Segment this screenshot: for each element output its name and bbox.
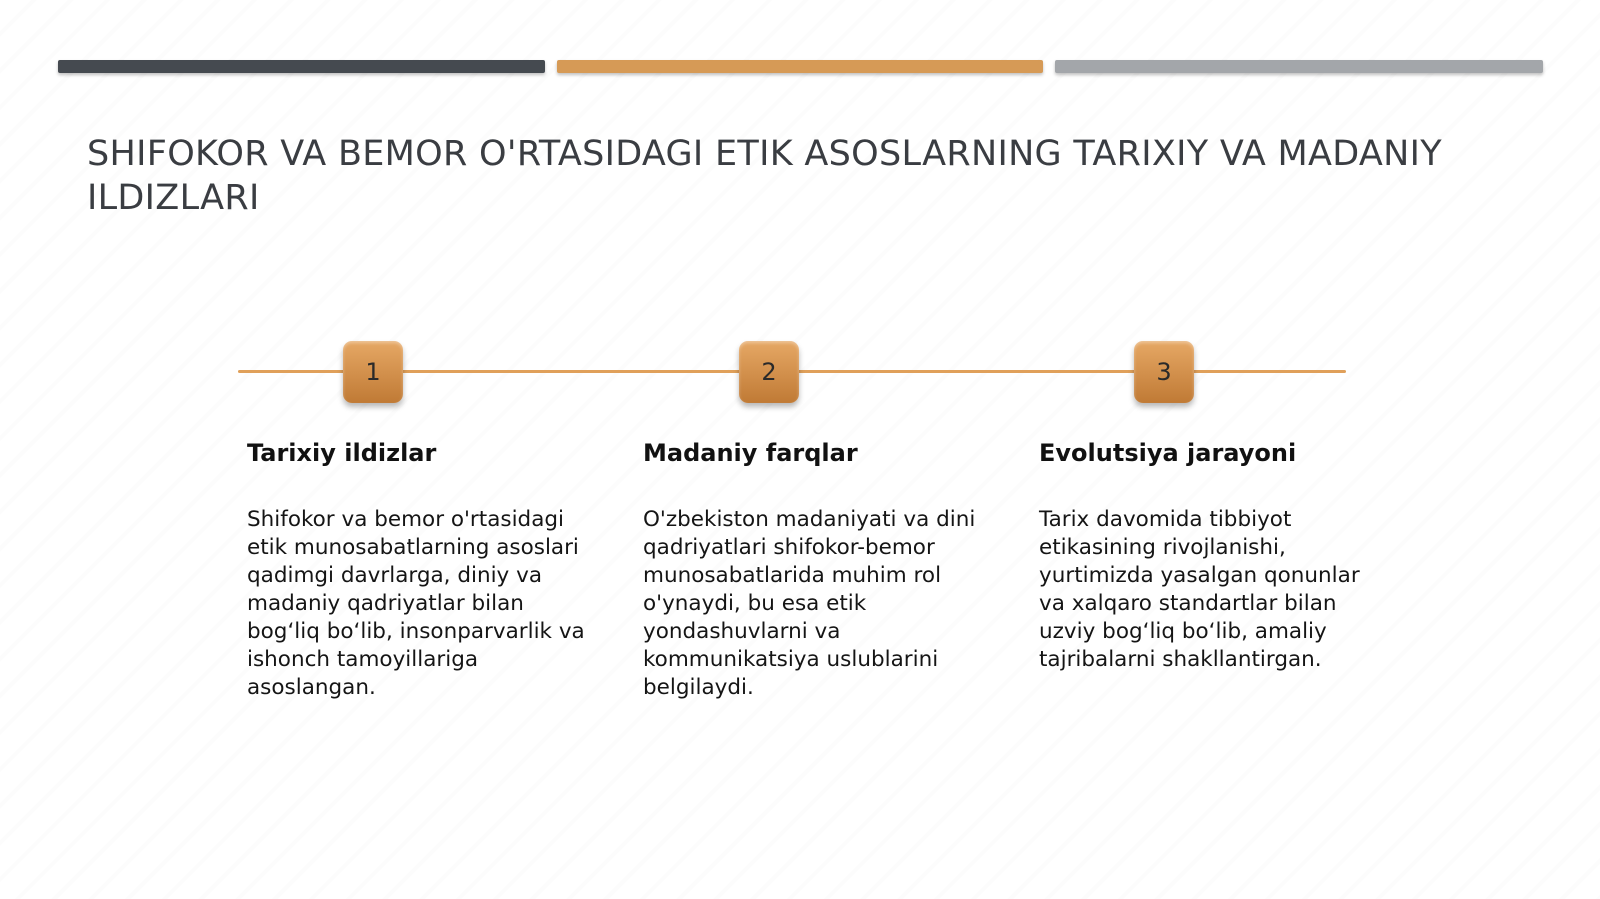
- step-description: Shifokor va bemor o'rtasidagi etik munosabatlarning asoslari qadimgi davrlarga, diniy va madaniy qadriyatlar bilan bog‘liq bo‘lib, insonparvarlik va ishonch tamoyillariga asoslangan.: [247, 507, 585, 700]
- slide-title: SHIFOKOR VA BEMOR O'RTASIDAGI ETIK ASOSLARNING TARIXIY VA MADANIY ILDIZLARI: [87, 134, 1442, 218]
- timeline-step-1: [247, 436, 592, 702]
- top-decorative-bar-accent: [557, 60, 1043, 73]
- top-decorative-bar-dark: [58, 60, 545, 73]
- step-heading: Evolutsiya jarayoni: [1039, 439, 1297, 467]
- timeline-marker-2: 2: [739, 341, 799, 403]
- top-decorative-bar-gray: [1055, 60, 1543, 73]
- step-description: O'zbekiston madaniyati va dini qadriyatlari shifokor-bemor munosabatlarida muhim rol o'ynaydi, bu esa etik yondashuvlarni va kommunikatsiya uslublarini belgilaydi.: [643, 507, 976, 700]
- step-description: Tarix davomida tibbiyot etikasining rivojlanishi, yurtimizda yasalgan qonunlar va xalqaro standartlar bilan uzviy bog‘liq bo‘lib, amaliy tajribalarni shakllantirgan.: [1039, 507, 1360, 672]
- step-heading: Madaniy farqlar: [643, 439, 858, 467]
- timeline-step-2: [643, 436, 988, 702]
- timeline-marker-3: 3: [1134, 341, 1194, 403]
- timeline-step-3: [1039, 436, 1384, 674]
- timeline-marker-1: 1: [343, 341, 403, 403]
- step-heading: Tarixiy ildizlar: [247, 439, 437, 467]
